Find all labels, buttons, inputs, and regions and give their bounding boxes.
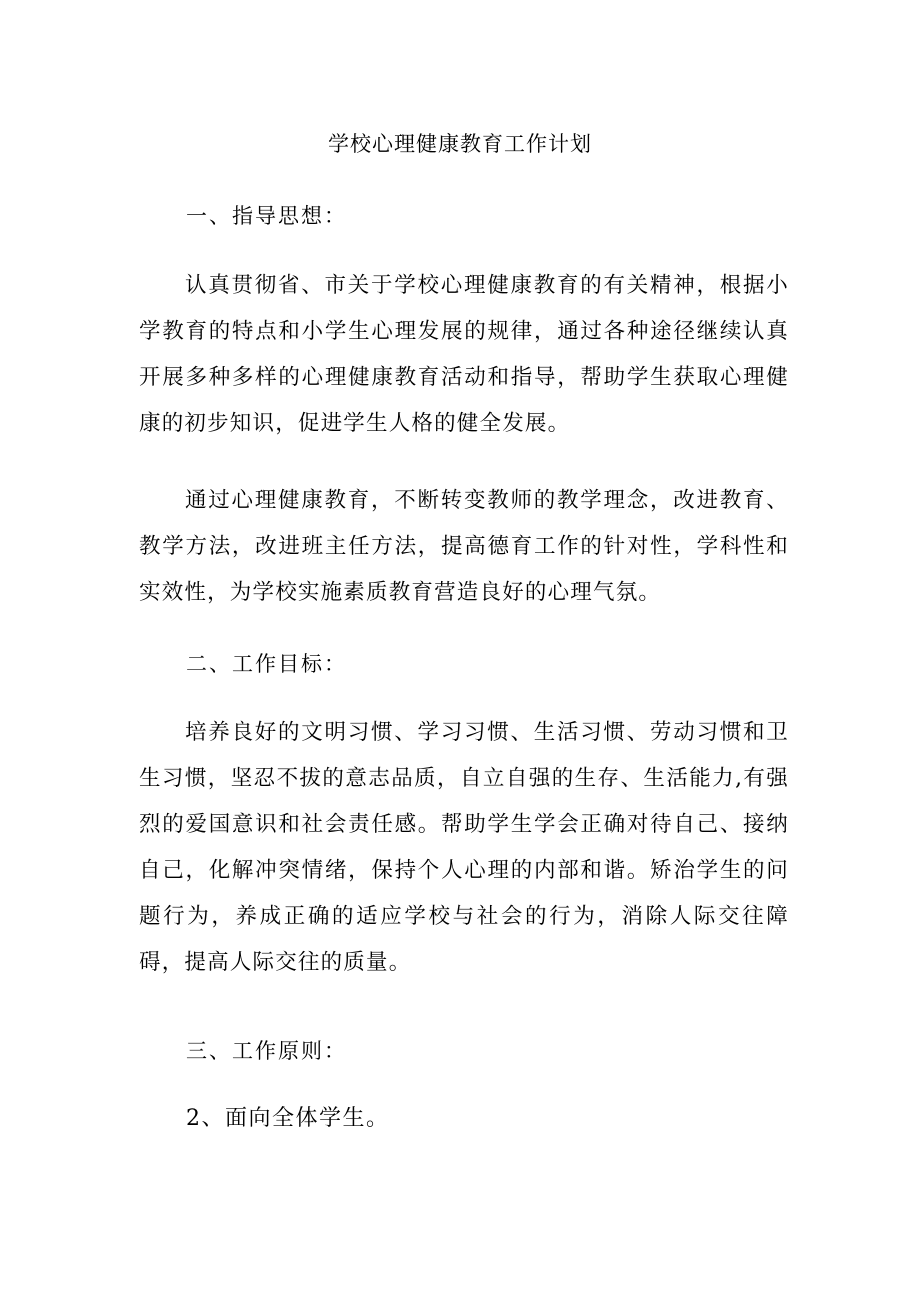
- section-heading-work-goals: 二、工作目标：: [186, 652, 347, 676]
- paragraph-guiding-ideology-2: 通过心理健康教育，不断转变教师的教学理念，改进教育、教学方法，改进班主任方法，提高德育工作的针对性，学科性和实效性，为学校实施素质教育营造良好的心理气氛。: [139, 488, 789, 605]
- list-item-principle-2: 2、面向全体学生。: [186, 1106, 390, 1131]
- paragraph-guiding-ideology-1: 认真贯彻省、市关于学校心理健康教育的有关精神，根据小学教育的特点和小学生心理发展的规律，通过各种途径继续认真开展多种多样的心理健康教育活动和指导，帮助学生获取心理健康的初步知识，促进学生人格的健全发展。: [139, 273, 789, 436]
- section-heading-guiding-ideology: 一、指导思想：: [186, 204, 347, 228]
- document-title: 学校心理健康教育工作计划: [328, 132, 592, 156]
- paragraph-work-goals: 培养良好的文明习惯、学习习惯、生活习惯、劳动习惯和卫生习惯，坚忍不拔的意志品质，自立自强的生存、生活能力,有强烈的爱国意识和社会责任感。帮助学生学会正确对待自己、接纳自己，化解冲突情绪，保持个人心理的内部和谐。矫治学生的问题行为，养成正确的适应学校与社会的行为，消除人际交往障碍，提高人际交往的质量。: [139, 720, 789, 975]
- section-heading-work-principles: 三、工作原则：: [186, 1039, 347, 1063]
